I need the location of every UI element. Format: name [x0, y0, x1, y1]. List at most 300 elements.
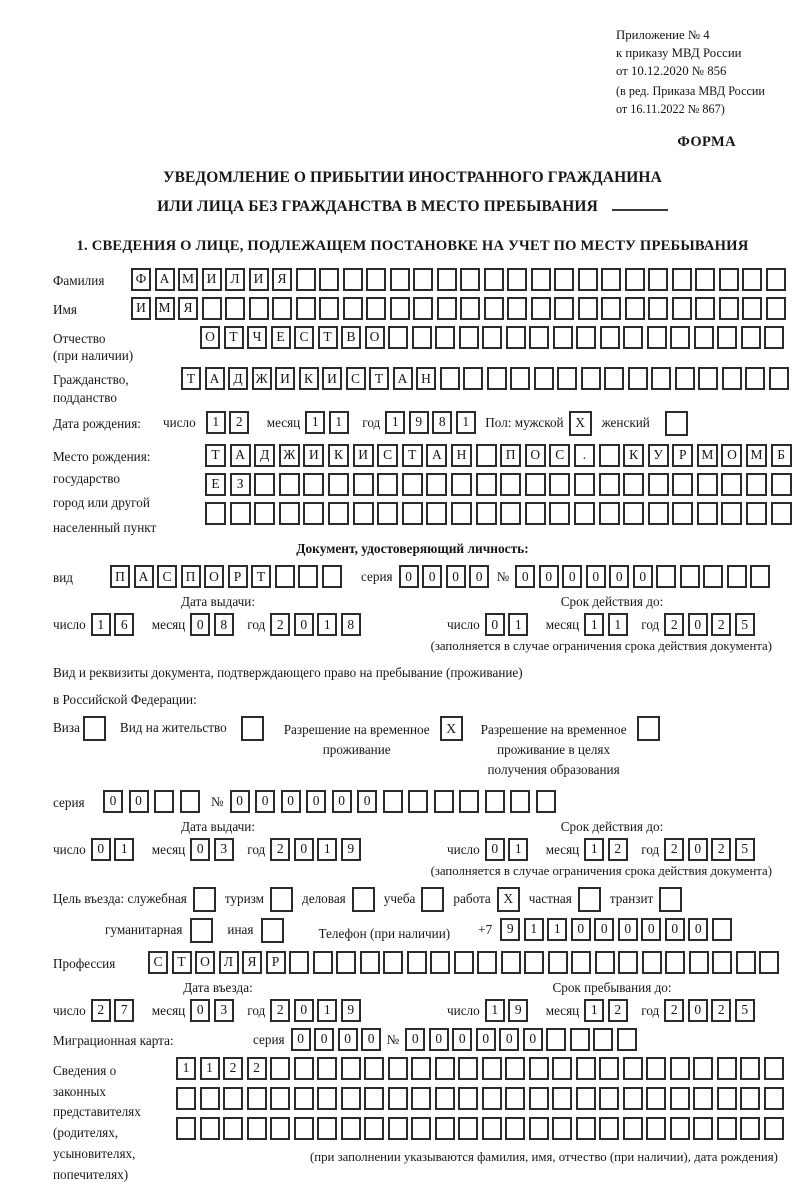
char-cell[interactable]: С	[157, 565, 177, 588]
char-cell[interactable]	[553, 326, 573, 349]
char-cell[interactable]: 8	[432, 411, 452, 434]
char-cell[interactable]	[600, 326, 620, 349]
char-cell[interactable]	[411, 1117, 431, 1140]
char-cell[interactable]	[554, 297, 574, 320]
char-cell[interactable]	[642, 951, 662, 974]
char-cell[interactable]: К	[328, 444, 349, 467]
char-cell[interactable]	[501, 951, 521, 974]
char-cell[interactable]: 2	[270, 838, 290, 861]
char-cell[interactable]	[548, 951, 568, 974]
char-cell[interactable]: 1	[547, 918, 567, 941]
char-cell[interactable]: А	[134, 565, 154, 588]
char-cell[interactable]: 1	[485, 999, 505, 1022]
char-cell[interactable]	[482, 326, 502, 349]
char-cell[interactable]	[402, 473, 423, 496]
char-cell[interactable]	[298, 565, 318, 588]
char-cell[interactable]	[463, 367, 483, 390]
char-cell[interactable]: К	[623, 444, 644, 467]
char-cell[interactable]	[771, 502, 792, 525]
char-cell[interactable]: 1	[305, 411, 325, 434]
char-cell[interactable]	[411, 1087, 431, 1110]
char-cell[interactable]: Т	[251, 565, 271, 588]
char-cell[interactable]: 0	[688, 838, 708, 861]
char-cell[interactable]	[303, 473, 324, 496]
char-cell[interactable]	[322, 565, 342, 588]
char-cell[interactable]: 9	[500, 918, 520, 941]
char-cell[interactable]	[451, 502, 472, 525]
char-cell[interactable]: 0	[357, 790, 377, 813]
char-cell[interactable]	[740, 1087, 760, 1110]
char-cell[interactable]	[623, 502, 644, 525]
char-cell[interactable]: Б	[771, 444, 792, 467]
char-cell[interactable]: Т	[402, 444, 423, 467]
char-cell[interactable]	[695, 297, 715, 320]
char-cell[interactable]: М	[697, 444, 718, 467]
char-cell[interactable]	[247, 1117, 267, 1140]
char-cell[interactable]	[546, 1028, 566, 1051]
char-cell[interactable]: И	[353, 444, 374, 467]
char-cell[interactable]	[670, 326, 690, 349]
purpose-humanitarian-checkbox[interactable]	[190, 918, 213, 943]
char-cell[interactable]: С	[377, 444, 398, 467]
char-cell[interactable]: 0	[469, 565, 489, 588]
char-cell[interactable]: 0	[294, 838, 314, 861]
purpose-study-checkbox[interactable]	[421, 887, 444, 912]
char-cell[interactable]	[764, 1117, 784, 1140]
char-cell[interactable]: О	[195, 951, 215, 974]
char-cell[interactable]: С	[346, 367, 366, 390]
char-cell[interactable]: О	[721, 444, 742, 467]
char-cell[interactable]	[434, 790, 454, 813]
char-cell[interactable]	[458, 1117, 478, 1140]
char-cell[interactable]: 0	[91, 838, 111, 861]
char-cell[interactable]: 0	[103, 790, 123, 813]
char-cell[interactable]: 8	[341, 613, 361, 636]
char-cell[interactable]: 0	[190, 999, 210, 1022]
char-cell[interactable]: О	[525, 444, 546, 467]
char-cell[interactable]	[485, 790, 505, 813]
char-cell[interactable]	[576, 326, 596, 349]
char-cell[interactable]: М	[746, 444, 767, 467]
char-cell[interactable]	[623, 326, 643, 349]
char-cell[interactable]: О	[204, 565, 224, 588]
char-cell[interactable]: У	[648, 444, 669, 467]
char-cell[interactable]	[746, 502, 767, 525]
char-cell[interactable]	[205, 502, 226, 525]
char-cell[interactable]	[695, 268, 715, 291]
char-cell[interactable]	[487, 367, 507, 390]
char-cell[interactable]: 1	[317, 999, 337, 1022]
char-cell[interactable]: Ж	[252, 367, 272, 390]
char-cell[interactable]: К	[299, 367, 319, 390]
char-cell[interactable]: И	[131, 297, 151, 320]
char-cell[interactable]	[581, 367, 601, 390]
char-cell[interactable]: Ф	[131, 268, 151, 291]
char-cell[interactable]	[740, 1057, 760, 1080]
char-cell[interactable]	[764, 1087, 784, 1110]
char-cell[interactable]	[552, 1117, 572, 1140]
char-cell[interactable]: 7	[114, 999, 134, 1022]
char-cell[interactable]: 0	[688, 613, 708, 636]
char-cell[interactable]	[459, 790, 479, 813]
visa-checkbox[interactable]	[83, 716, 106, 741]
char-cell[interactable]: Я	[272, 268, 292, 291]
char-cell[interactable]	[529, 1087, 549, 1110]
char-cell[interactable]: 2	[608, 838, 628, 861]
char-cell[interactable]	[648, 268, 668, 291]
char-cell[interactable]	[270, 1117, 290, 1140]
char-cell[interactable]: 3	[214, 999, 234, 1022]
char-cell[interactable]: 9	[341, 999, 361, 1022]
char-cell[interactable]	[771, 473, 792, 496]
char-cell[interactable]	[623, 1117, 643, 1140]
char-cell[interactable]	[745, 367, 765, 390]
sex-female-checkbox[interactable]	[665, 411, 688, 436]
char-cell[interactable]: Т	[205, 444, 226, 467]
char-cell[interactable]: 0	[633, 565, 653, 588]
char-cell[interactable]	[458, 1057, 478, 1080]
char-cell[interactable]	[698, 367, 718, 390]
char-cell[interactable]	[413, 297, 433, 320]
char-cell[interactable]: 0	[338, 1028, 358, 1051]
char-cell[interactable]	[411, 1057, 431, 1080]
char-cell[interactable]: 0	[665, 918, 685, 941]
char-cell[interactable]: 0	[294, 613, 314, 636]
char-cell[interactable]: 2	[247, 1057, 267, 1080]
char-cell[interactable]	[529, 326, 549, 349]
char-cell[interactable]	[230, 502, 251, 525]
char-cell[interactable]	[648, 297, 668, 320]
char-cell[interactable]	[742, 268, 762, 291]
char-cell[interactable]: 0	[306, 790, 326, 813]
char-cell[interactable]: 0	[688, 918, 708, 941]
char-cell[interactable]: Ч	[247, 326, 267, 349]
purpose-business-checkbox[interactable]	[352, 887, 375, 912]
char-cell[interactable]	[623, 1057, 643, 1080]
char-cell[interactable]	[574, 473, 595, 496]
char-cell[interactable]	[689, 951, 709, 974]
char-cell[interactable]	[742, 297, 762, 320]
char-cell[interactable]	[402, 502, 423, 525]
char-cell[interactable]: 2	[711, 999, 731, 1022]
char-cell[interactable]: А	[205, 367, 225, 390]
char-cell[interactable]	[524, 951, 544, 974]
char-cell[interactable]: 1	[176, 1057, 196, 1080]
char-cell[interactable]	[693, 1087, 713, 1110]
char-cell[interactable]: Я	[178, 297, 198, 320]
char-cell[interactable]	[552, 1087, 572, 1110]
char-cell[interactable]	[317, 1087, 337, 1110]
char-cell[interactable]	[294, 1087, 314, 1110]
char-cell[interactable]	[625, 297, 645, 320]
char-cell[interactable]	[672, 473, 693, 496]
char-cell[interactable]	[593, 1028, 613, 1051]
char-cell[interactable]	[759, 951, 779, 974]
char-cell[interactable]	[484, 268, 504, 291]
char-cell[interactable]	[154, 790, 174, 813]
char-cell[interactable]	[750, 565, 770, 588]
char-cell[interactable]	[525, 502, 546, 525]
char-cell[interactable]	[717, 1057, 737, 1080]
char-cell[interactable]	[599, 502, 620, 525]
residence-permit-checkbox[interactable]	[241, 716, 264, 741]
char-cell[interactable]	[458, 1087, 478, 1110]
char-cell[interactable]	[578, 268, 598, 291]
char-cell[interactable]	[225, 297, 245, 320]
char-cell[interactable]: 0	[422, 565, 442, 588]
char-cell[interactable]	[270, 1087, 290, 1110]
char-cell[interactable]	[313, 951, 333, 974]
char-cell[interactable]: А	[155, 268, 175, 291]
char-cell[interactable]	[529, 1057, 549, 1080]
char-cell[interactable]: 1	[584, 613, 604, 636]
char-cell[interactable]: Т	[181, 367, 201, 390]
char-cell[interactable]	[328, 473, 349, 496]
char-cell[interactable]	[549, 473, 570, 496]
char-cell[interactable]: .	[574, 444, 595, 467]
char-cell[interactable]	[294, 1057, 314, 1080]
char-cell[interactable]: Е	[271, 326, 291, 349]
char-cell[interactable]	[319, 297, 339, 320]
char-cell[interactable]	[769, 367, 789, 390]
char-cell[interactable]	[408, 790, 428, 813]
char-cell[interactable]	[430, 951, 450, 974]
char-cell[interactable]: 2	[91, 999, 111, 1022]
char-cell[interactable]	[623, 1087, 643, 1110]
char-cell[interactable]	[317, 1057, 337, 1080]
char-cell[interactable]: 2	[664, 613, 684, 636]
char-cell[interactable]: М	[178, 268, 198, 291]
char-cell[interactable]: П	[500, 444, 521, 467]
char-cell[interactable]	[717, 1117, 737, 1140]
char-cell[interactable]	[529, 1117, 549, 1140]
char-cell[interactable]	[343, 297, 363, 320]
char-cell[interactable]	[200, 1087, 220, 1110]
char-cell[interactable]	[576, 1087, 596, 1110]
char-cell[interactable]: 6	[114, 613, 134, 636]
char-cell[interactable]: 0	[688, 999, 708, 1022]
char-cell[interactable]	[506, 326, 526, 349]
char-cell[interactable]	[482, 1057, 502, 1080]
char-cell[interactable]: Р	[228, 565, 248, 588]
char-cell[interactable]	[721, 473, 742, 496]
char-cell[interactable]: 9	[508, 999, 528, 1022]
char-cell[interactable]	[426, 502, 447, 525]
char-cell[interactable]: 5	[735, 999, 755, 1022]
char-cell[interactable]: И	[249, 268, 269, 291]
char-cell[interactable]	[646, 1087, 666, 1110]
char-cell[interactable]: С	[148, 951, 168, 974]
char-cell[interactable]: 1	[508, 613, 528, 636]
char-cell[interactable]: 0	[190, 838, 210, 861]
char-cell[interactable]: 1	[524, 918, 544, 941]
char-cell[interactable]	[377, 473, 398, 496]
char-cell[interactable]	[646, 1057, 666, 1080]
char-cell[interactable]	[670, 1057, 690, 1080]
char-cell[interactable]: Л	[225, 268, 245, 291]
char-cell[interactable]	[180, 790, 200, 813]
char-cell[interactable]	[680, 565, 700, 588]
char-cell[interactable]	[712, 951, 732, 974]
char-cell[interactable]: 1	[385, 411, 405, 434]
char-cell[interactable]	[249, 297, 269, 320]
sex-male-checkbox[interactable]: X	[569, 411, 592, 436]
char-cell[interactable]	[388, 1057, 408, 1080]
char-cell[interactable]	[601, 297, 621, 320]
char-cell[interactable]: 2	[270, 613, 290, 636]
char-cell[interactable]: И	[322, 367, 342, 390]
char-cell[interactable]: 0	[523, 1028, 543, 1051]
char-cell[interactable]: 1	[584, 999, 604, 1022]
char-cell[interactable]	[647, 326, 667, 349]
char-cell[interactable]	[482, 1117, 502, 1140]
char-cell[interactable]	[500, 473, 521, 496]
char-cell[interactable]: О	[200, 326, 220, 349]
char-cell[interactable]	[459, 326, 479, 349]
char-cell[interactable]	[254, 502, 275, 525]
char-cell[interactable]	[390, 268, 410, 291]
char-cell[interactable]	[341, 1057, 361, 1080]
char-cell[interactable]	[766, 297, 786, 320]
char-cell[interactable]	[254, 473, 275, 496]
char-cell[interactable]	[390, 297, 410, 320]
char-cell[interactable]: Ж	[279, 444, 300, 467]
char-cell[interactable]: 0	[571, 918, 591, 941]
char-cell[interactable]: С	[549, 444, 570, 467]
char-cell[interactable]: 1	[206, 411, 226, 434]
char-cell[interactable]	[670, 1087, 690, 1110]
char-cell[interactable]	[176, 1087, 196, 1110]
char-cell[interactable]	[477, 951, 497, 974]
char-cell[interactable]: 0	[485, 838, 505, 861]
char-cell[interactable]	[576, 1057, 596, 1080]
char-cell[interactable]: 0	[190, 613, 210, 636]
char-cell[interactable]: 8	[214, 613, 234, 636]
char-cell[interactable]: Е	[205, 473, 226, 496]
char-cell[interactable]: 0	[476, 1028, 496, 1051]
char-cell[interactable]	[223, 1117, 243, 1140]
char-cell[interactable]: 2	[711, 613, 731, 636]
char-cell[interactable]: 1	[584, 838, 604, 861]
char-cell[interactable]	[507, 268, 527, 291]
char-cell[interactable]: Д	[254, 444, 275, 467]
char-cell[interactable]	[460, 268, 480, 291]
purpose-transit-checkbox[interactable]	[659, 887, 682, 912]
char-cell[interactable]	[764, 326, 784, 349]
char-cell[interactable]	[604, 367, 624, 390]
char-cell[interactable]	[697, 473, 718, 496]
char-cell[interactable]	[505, 1117, 525, 1140]
char-cell[interactable]: 2	[711, 838, 731, 861]
char-cell[interactable]	[617, 1028, 637, 1051]
char-cell[interactable]	[534, 367, 554, 390]
char-cell[interactable]: 0	[539, 565, 559, 588]
char-cell[interactable]	[531, 268, 551, 291]
char-cell[interactable]	[507, 297, 527, 320]
char-cell[interactable]	[595, 951, 615, 974]
char-cell[interactable]	[460, 297, 480, 320]
char-cell[interactable]: И	[275, 367, 295, 390]
char-cell[interactable]	[672, 297, 692, 320]
char-cell[interactable]: 1	[91, 613, 111, 636]
char-cell[interactable]: 0	[485, 613, 505, 636]
char-cell[interactable]	[552, 1057, 572, 1080]
char-cell[interactable]: 0	[499, 1028, 519, 1051]
char-cell[interactable]	[328, 502, 349, 525]
char-cell[interactable]	[703, 565, 723, 588]
char-cell[interactable]: Р	[672, 444, 693, 467]
char-cell[interactable]: 5	[735, 613, 755, 636]
char-cell[interactable]	[717, 326, 737, 349]
char-cell[interactable]: П	[181, 565, 201, 588]
char-cell[interactable]: В	[341, 326, 361, 349]
char-cell[interactable]: 2	[664, 838, 684, 861]
char-cell[interactable]	[746, 473, 767, 496]
char-cell[interactable]	[407, 951, 427, 974]
char-cell[interactable]	[413, 268, 433, 291]
char-cell[interactable]: 0	[618, 918, 638, 941]
char-cell[interactable]	[599, 473, 620, 496]
char-cell[interactable]	[571, 951, 591, 974]
char-cell[interactable]: Т	[369, 367, 389, 390]
char-cell[interactable]: Я	[242, 951, 262, 974]
char-cell[interactable]	[437, 297, 457, 320]
char-cell[interactable]: 0	[405, 1028, 425, 1051]
char-cell[interactable]	[383, 790, 403, 813]
char-cell[interactable]	[712, 918, 732, 941]
char-cell[interactable]	[740, 1117, 760, 1140]
char-cell[interactable]: Н	[416, 367, 436, 390]
char-cell[interactable]	[296, 297, 316, 320]
char-cell[interactable]	[648, 502, 669, 525]
char-cell[interactable]: 0	[314, 1028, 334, 1051]
char-cell[interactable]	[176, 1117, 196, 1140]
char-cell[interactable]	[272, 297, 292, 320]
char-cell[interactable]	[435, 1087, 455, 1110]
char-cell[interactable]	[200, 1117, 220, 1140]
char-cell[interactable]	[353, 473, 374, 496]
char-cell[interactable]: М	[155, 297, 175, 320]
char-cell[interactable]	[554, 268, 574, 291]
char-cell[interactable]	[247, 1087, 267, 1110]
char-cell[interactable]	[366, 297, 386, 320]
char-cell[interactable]: 1	[508, 838, 528, 861]
char-cell[interactable]	[601, 268, 621, 291]
char-cell[interactable]	[536, 790, 556, 813]
char-cell[interactable]	[364, 1057, 384, 1080]
char-cell[interactable]	[599, 1087, 619, 1110]
char-cell[interactable]	[675, 367, 695, 390]
char-cell[interactable]: Т	[224, 326, 244, 349]
char-cell[interactable]	[440, 367, 460, 390]
char-cell[interactable]	[482, 1087, 502, 1110]
char-cell[interactable]: 0	[255, 790, 275, 813]
char-cell[interactable]: 0	[446, 565, 466, 588]
char-cell[interactable]	[336, 951, 356, 974]
char-cell[interactable]	[364, 1087, 384, 1110]
char-cell[interactable]	[727, 565, 747, 588]
char-cell[interactable]: 0	[294, 999, 314, 1022]
char-cell[interactable]: З	[230, 473, 251, 496]
char-cell[interactable]: 1	[329, 411, 349, 434]
char-cell[interactable]	[557, 367, 577, 390]
char-cell[interactable]: 1	[317, 613, 337, 636]
char-cell[interactable]: Д	[228, 367, 248, 390]
char-cell[interactable]: 2	[229, 411, 249, 434]
char-cell[interactable]: А	[393, 367, 413, 390]
char-cell[interactable]	[599, 1057, 619, 1080]
char-cell[interactable]: 2	[664, 999, 684, 1022]
